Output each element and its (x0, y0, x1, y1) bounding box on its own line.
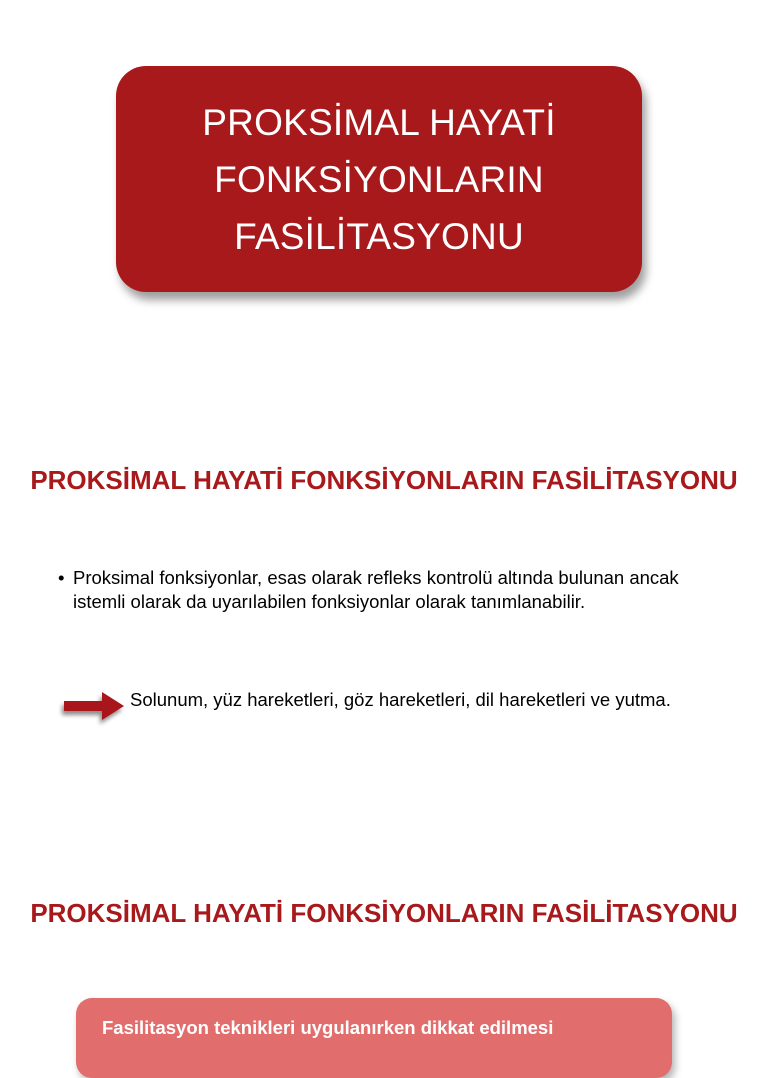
arrow-item (54, 688, 734, 726)
info-box-text: Fasilitasyon teknikleri uygulanırken dikkat edilmesi (102, 1017, 554, 1038)
bullet-item (58, 566, 718, 614)
title-slide-box (116, 66, 642, 292)
bullet-symbol: • (58, 567, 65, 588)
section-heading-2: PROKSİMAL HAYATİ FONKSİYONLARIN FASİLİTASYONU (30, 898, 738, 928)
section-heading-1: PROKSİMAL HAYATİ FONKSİYONLARIN FASİLİTASYONU (30, 465, 738, 495)
slide-title: PROKSİMAL HAYATİ FONKSİYONLARIN FASİLİTASYONU (202, 101, 556, 257)
right-arrow-icon (54, 690, 128, 726)
info-box (76, 998, 672, 1078)
arrow-text: Solunum, yüz hareketleri, göz hareketleri, dil hareketleri ve yutma. (130, 689, 671, 710)
bullet-text: Proksimal fonksiyonlar, esas olarak refleks kontrolü altında bulunan ancak istemli olarak da uyarılabilen fonksiyonlar olarak tanımlanabilir. (73, 567, 679, 612)
